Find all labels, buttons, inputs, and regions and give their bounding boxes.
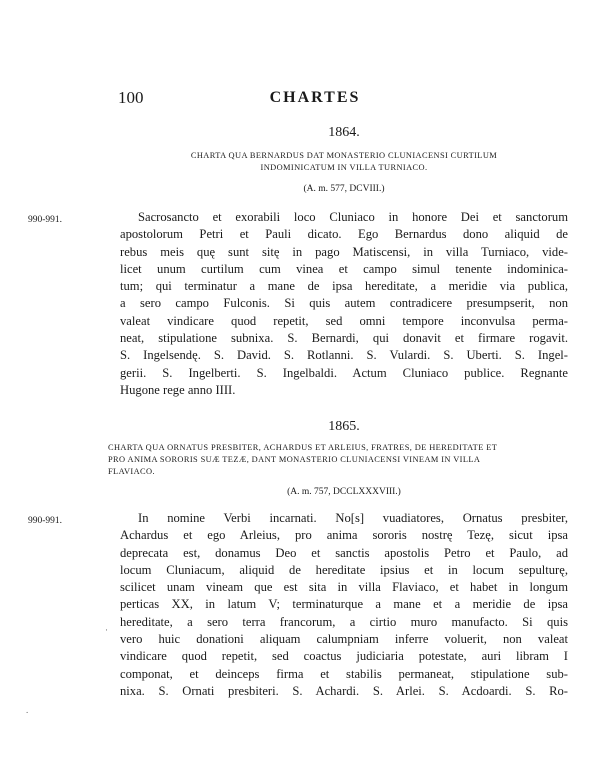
margin-date: 990-991. <box>28 215 63 225</box>
margin-mark: . <box>26 705 29 715</box>
text-line: a sero campo Fulconis. Si quis autem contradicere presumpserit, non <box>120 296 568 311</box>
text-line: licet unum curtilum cum vinea et campo simul tenente indominica- <box>120 261 568 276</box>
text-line: locum Cluniacum, aliquid de hereditate ipsius et in locum sepulturę, <box>120 562 568 577</box>
charter-text <box>120 209 568 399</box>
text-line: Hugone rege anno IIII. <box>120 382 236 397</box>
page-number: 100 <box>118 88 144 107</box>
text-line: tum; qui terminatur a mane de ipsa hereditate, a meridie via publica, <box>120 279 568 294</box>
text-line: Sacrosancto et exorabili loco Cluniaco in honore Dei et sanctorum <box>138 210 568 224</box>
charter-title-line: CHARTA QUA ORNATUS PRESBITER, ACHARDUS ET ARLEIUS, FRATRES, DE HEREDITATE ET <box>108 443 498 452</box>
charter-title <box>108 442 578 478</box>
charter-title-line: CHARTA QUA BERNARDUS DAT MONASTERIO CLUNIACENSI CURTILUM <box>190 151 498 160</box>
text-line: valeat vindicare quod repetit, sed omni tempore inconvulsa perma- <box>120 313 568 328</box>
text-line: perticas XX, in latum V; terminaturque a mane et a meridie de ipsa <box>120 597 568 612</box>
charter-title <box>120 150 568 174</box>
charter-number: 1864. <box>328 125 360 140</box>
charter-title-line: FLAVIACO. <box>108 467 155 476</box>
charter-text <box>120 510 568 700</box>
charter-number: 1865. <box>328 419 360 434</box>
charter-title-line: INDOMINICATUM IN VILLA TURNIACO. <box>260 163 428 172</box>
text-line: S. Ingelsendę. S. David. S. Rotlanni. S. Vulardi. S. Uberti. S. Ingel- <box>120 348 568 363</box>
text-line: hereditate, a sero terra francorum, a cirtio muro manufacto. Si quis <box>120 614 568 629</box>
text-line: nixa. S. Ornati presbiteri. S. Achardi. S. Arlei. S. Acdoardi. S. Ro- <box>120 683 568 698</box>
text-line: scilicet unam vineam que est sita in villa Flaviaco, et habet in longum <box>120 580 568 595</box>
margin-mark: · <box>105 625 108 635</box>
charter-title-line: PRO ANIMA SORORIS SUÆ TEZÆ, DANT MONASTERIO CLUNIACENSI VINEAM IN VILLA <box>108 455 481 464</box>
text-line: In nomine Verbi incarnati. No[s] vuadiatores, Ornatus presbiter, <box>138 511 568 525</box>
text-line: neat, stipulatione subnixa. S. Bernardi, qui donavit et firmare rogavit. <box>120 331 568 346</box>
margin-date: 990-991. <box>28 516 63 526</box>
charter-date: (A. m. 757, DCCLXXXVIII.) <box>287 487 401 497</box>
text-line: deprecata est, donamus Deo et sanctis apostolis Petro et Paulo, ad <box>120 545 568 560</box>
charter-date: (A. m. 577, DCVIII.) <box>303 184 385 194</box>
text-line: apostolorum Petri et Pauli dicato. Ego Bernardus dono aliquid de <box>120 227 568 242</box>
text-line: vindicare quod repetit, sed coactus judiciaria potestate, auri libram I <box>120 649 568 664</box>
text-line: Achardus et ego Arleius, pro anima sororis nostrę Tezę, sicut ipsa <box>120 528 568 543</box>
running-title: CHARTES <box>269 89 361 106</box>
text-line: componat, et deinceps firma et stabilis permaneat, stipulatione sub- <box>120 666 568 681</box>
text-line: rebus meis quę sunt sitę in pago Matiscensi, in villa Turniaco, vide- <box>120 244 568 259</box>
text-line: vero huic donationi aliquam calumpniam inferre voluerit, non valeat <box>120 632 568 647</box>
text-line: gerii. S. Ingelberti. S. Ingelbaldi. Actum Cluniaco publice. Regnante <box>120 365 568 380</box>
